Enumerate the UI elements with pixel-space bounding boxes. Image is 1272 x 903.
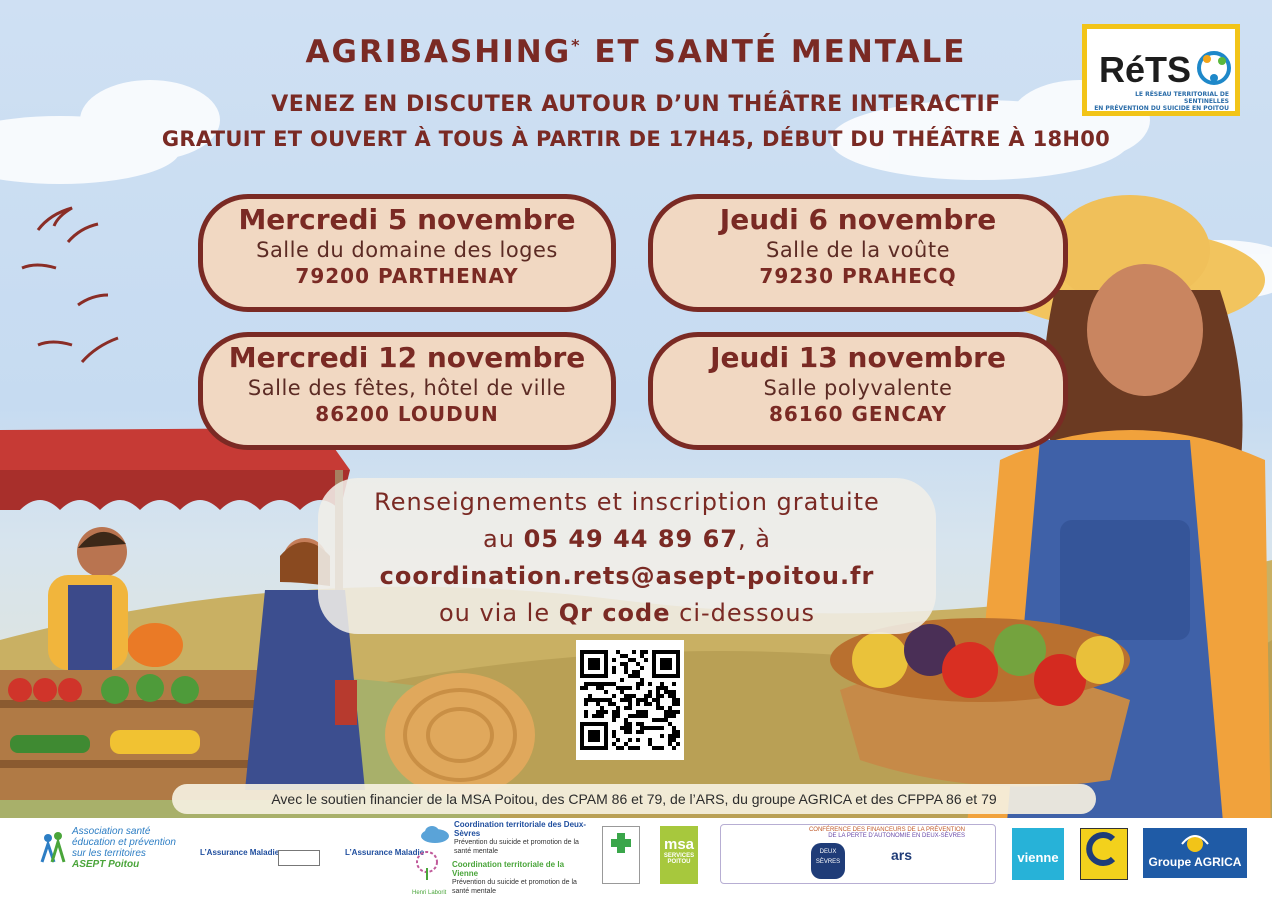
coordination-badge-logo [602, 826, 640, 884]
people-icon [38, 830, 72, 864]
event-venue: Salle du domaine des loges [256, 238, 558, 262]
msa-logo: msa SERVICES POITOU [660, 826, 698, 884]
event-city: 86200 LOUDUN [315, 402, 499, 426]
phone-number: 05 49 44 89 67 [523, 525, 738, 553]
assurance-maladie-logo: L’Assurance Maladie [345, 848, 425, 857]
sun-icon [1180, 830, 1210, 852]
assurance-maladie-logo: L’Assurance Maladie [200, 848, 280, 857]
event-venue: Salle des fêtes, hôtel de ville [247, 376, 567, 400]
ch-niort-logo [1080, 828, 1128, 880]
event-card-1 [198, 194, 616, 312]
cloud-logo-icon [420, 824, 450, 844]
event-card-4 [648, 332, 1068, 450]
subtitle-schedule: GRATUIT ET OUVERT À TOUS À PARTIR DE 17H45, DÉBUT DU THÉÂTRE À 18H00 [161, 127, 1111, 151]
vendor-figure [48, 527, 128, 670]
asept-logo: Association santé éducation et prévention sur les territoires ASEPT Poitou [38, 826, 178, 870]
coordination-vienne-logo: Coordination territoriale de la Vienne Prévention du suicide et promotion de la santé mentale [452, 860, 577, 895]
birds-shape [22, 208, 118, 362]
partner-logos [0, 818, 1272, 903]
subtitle-theatre: VENEZ EN DISCUTER AUTOUR D’UN THÉÂTRE INTERACTIF [271, 92, 1001, 117]
info-line: Renseignements et inscription gratuite [374, 488, 880, 516]
people-circle-icon [1195, 49, 1233, 87]
deux-sevres-logo: DEUX SÈVRES [811, 843, 845, 879]
tree-logo-icon [410, 850, 444, 884]
event-card-3 [198, 332, 616, 450]
info-line: au 05 49 44 89 67, à [483, 525, 771, 553]
coordination-deux-sevres-logo: Coordination territoriale des Deux-Sèvres Prévention du suicide et promotion de la santé mentale [454, 820, 587, 855]
rets-logo: RéTS LE RÉSEAU TERRITORIAL DE SENTINELLES EN PRÉVENTION DU SUICIDE EN POITOU [1082, 24, 1240, 116]
cross-icon [603, 827, 639, 857]
page-title: AGRIBASHING* ET SANTÉ MENTALE [305, 34, 967, 70]
event-card-2 [648, 194, 1068, 312]
agrica-logo: Groupe AGRICA [1143, 828, 1247, 878]
event-venue: Salle de la voûte [765, 238, 950, 262]
ars-logo: ars [891, 847, 913, 863]
cpam-logo [278, 850, 320, 866]
event-date: Jeudi 13 novembre [710, 341, 1006, 374]
registration-info [318, 478, 936, 634]
event-city: 79200 PARTHENAY [295, 264, 519, 288]
email-link[interactable]: coordination.rets@asept-poitou.fr [379, 562, 875, 590]
event-city: 86160 GENCAY [768, 402, 948, 426]
vienne-logo: vienne [1012, 828, 1064, 880]
qr-code[interactable] [576, 640, 684, 760]
support-banner: Avec le soutien financier de la MSA Poitou, des CPAM 86 et 79, de l’ARS, du groupe AGRICA et des CFPPA 86 et 79 [172, 784, 1096, 814]
info-line: ou via le Qr code ci-dessous [438, 599, 816, 627]
event-date: Jeudi 6 novembre [719, 203, 997, 236]
laborit-label: Henri Laborit [412, 890, 447, 896]
event-date: Mercredi 12 novembre [228, 341, 586, 374]
event-city: 79230 PRAHECQ [759, 264, 957, 288]
event-date: Mercredi 5 novembre [238, 203, 576, 236]
event-venue: Salle polyvalente [763, 376, 953, 400]
c-letter-icon [1081, 829, 1127, 869]
conference-financeurs-logo: CONFÉRENCE DES FINANCEURS DE LA PRÉVENTION DE LA PERTE D’AUTONOMIE EN DEUX-SÈVRES DEUX SÈVRES ars [720, 824, 996, 884]
